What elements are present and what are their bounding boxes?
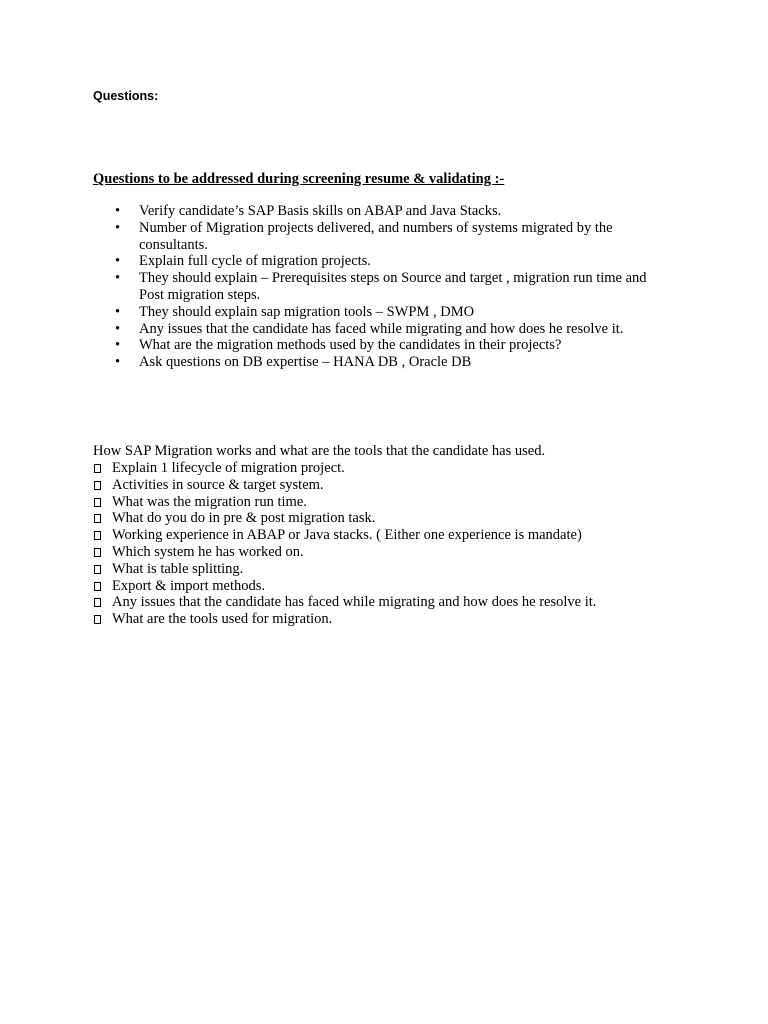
screening-section-title: Questions to be addressed during screening resume & validating :-: [93, 171, 505, 187]
checkbox-glyph-icon: [94, 565, 101, 574]
list-item: Any issues that the candidate has faced while migrating and how does he resolve it.: [93, 594, 596, 611]
bullet-icon: •: [115, 337, 121, 354]
list-item: Export & import methods.: [93, 578, 596, 595]
checkbox-glyph-icon: [94, 531, 101, 540]
list-item: • Number of Migration projects delivered, and numbers of systems migrated by the consultants.: [115, 219, 613, 253]
list-item: Working experience in ABAP or Java stacks. ( Either one experience is mandate): [93, 527, 596, 544]
bullet-icon: •: [115, 253, 121, 270]
checkbox-glyph-icon: [94, 481, 101, 490]
list-item: Which system he has worked on.: [93, 544, 596, 561]
checkbox-glyph-icon: [94, 464, 101, 473]
bullet-icon: •: [115, 270, 121, 287]
checkbox-glyph-icon: [94, 582, 101, 591]
list-item: What was the migration run time.: [93, 494, 596, 511]
checkbox-glyph-icon: [94, 548, 101, 557]
list-item: What are the tools used for migration.: [93, 611, 596, 628]
list-item: • Ask questions on DB expertise – HANA DB , Oracle DB: [115, 354, 472, 371]
bullet-icon: •: [115, 219, 121, 236]
list-item: • Verify candidate’s SAP Basis skills on ABAP and Java Stacks.: [115, 203, 502, 219]
list-item: What do you do in pre & post migration task.: [93, 510, 596, 527]
list-item: • They should explain – Prerequisites steps on Source and target , migration run time and Post migration steps.: [115, 270, 647, 303]
bullet-icon: •: [115, 354, 121, 371]
list-item: • They should explain sap migration tools – SWPM , DMO: [115, 303, 475, 320]
questions-heading: Questions:: [93, 89, 159, 103]
checkbox-glyph-icon: [94, 514, 101, 523]
screening-bullet-list: [112, 203, 672, 371]
list-item: Explain 1 lifecycle of migration project.: [93, 460, 596, 477]
checkbox-glyph-icon: [94, 615, 101, 624]
checkbox-glyph-icon: [94, 498, 101, 507]
bullet-icon: •: [115, 203, 121, 219]
bullet-icon: •: [115, 320, 121, 337]
list-item: • What are the migration methods used by the candidates in their projects?: [115, 337, 562, 354]
list-item: What is table splitting.: [93, 561, 596, 578]
migration-checklist: [93, 460, 596, 628]
checkbox-glyph-icon: [94, 598, 101, 607]
migration-lead-text: How SAP Migration works and what are the tools that the candidate has used.: [93, 443, 546, 459]
bullet-icon: •: [115, 303, 121, 320]
list-item: • Any issues that the candidate has faced while migrating and how does he resolve it.: [115, 320, 624, 337]
list-item: Activities in source & target system.: [93, 477, 596, 494]
list-item: • Explain full cycle of migration projects.: [115, 253, 371, 270]
